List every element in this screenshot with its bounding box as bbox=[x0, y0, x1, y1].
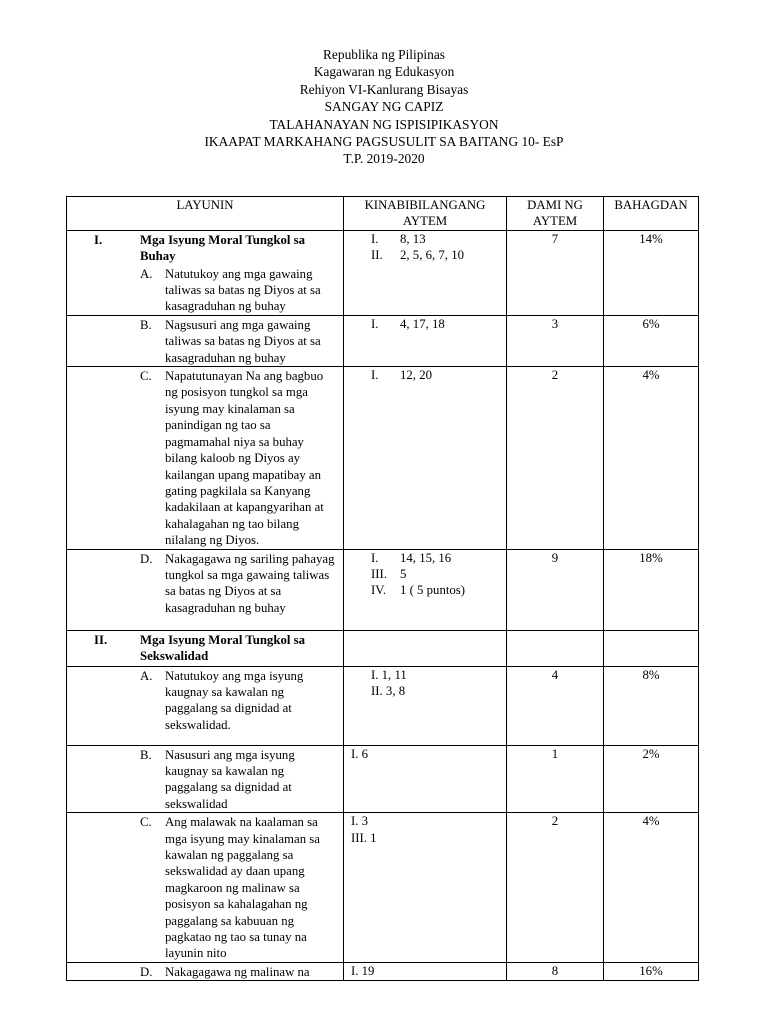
header-line-school-year: T.P. 2019-2020 bbox=[343, 151, 425, 167]
document-header bbox=[0, 46, 768, 168]
objective-letter: B. bbox=[140, 317, 152, 332]
kinabibilangang-cell bbox=[344, 315, 507, 366]
objective-text: Napatutunayan Na ang bagbuo ng posisyon tungkol sa mga isyung may kinalaman sa panindigan ng tao sa pagmamahal niya sa buhay bilang kaloob ng Diyos ay kailangan upang mapatibay an gating pagkilala sa Kanyang kadakilaan at kapangyarihan at kahalagahan ng tao bilang nilalang ng Diyos. bbox=[165, 369, 324, 548]
item-reference bbox=[351, 683, 506, 699]
header-line-exam: IKAAPAT MARKAHANG PAGSUSULIT SA BAITANG 10- EsP bbox=[204, 134, 564, 150]
kinabibilangang-cell bbox=[344, 813, 507, 963]
dami-cell: 4 bbox=[507, 666, 604, 745]
table-row bbox=[67, 630, 699, 666]
objective-text: Natutukoy ang mga isyung kaugnay sa kawalan ng paggalang sa dignidad at sekswalidad. bbox=[165, 668, 304, 732]
table-row bbox=[67, 962, 699, 980]
objective-text: Nagsusuri ang mga gawaing taliwas sa batas ng Diyos at sa kasagraduhan ng buhay bbox=[165, 317, 321, 365]
item-reference bbox=[351, 231, 506, 247]
item-numbers: 1 ( 5 puntos) bbox=[400, 583, 466, 598]
item-numbers: III. 1 bbox=[351, 830, 377, 845]
objective-letter: D. bbox=[140, 551, 153, 566]
dami-cell: 1 bbox=[507, 745, 604, 813]
bahagdan-cell: 14% bbox=[604, 230, 699, 315]
item-reference bbox=[351, 830, 506, 846]
objective-item bbox=[67, 265, 343, 315]
objective-cell bbox=[67, 745, 344, 813]
section-title: Mga Isyung Moral Tungkol sa Sekswalidad bbox=[140, 632, 305, 663]
objective-cell bbox=[67, 962, 344, 980]
table-row bbox=[67, 230, 699, 315]
specification-table bbox=[66, 196, 699, 981]
objective-cell bbox=[67, 230, 344, 315]
dami-cell: 2 bbox=[507, 367, 604, 549]
bahagdan-cell: 6% bbox=[604, 315, 699, 366]
objective-item bbox=[67, 367, 343, 548]
item-reference bbox=[351, 582, 506, 598]
item-numbers: I. 6 bbox=[351, 746, 369, 761]
objective-letter: C. bbox=[140, 369, 152, 384]
bahagdan-cell: 2% bbox=[604, 745, 699, 813]
objective-cell bbox=[67, 367, 344, 549]
kinabibilangang-cell bbox=[344, 962, 507, 980]
objective-item bbox=[67, 667, 343, 734]
objective-text: Nakagagawa ng sariling pahayag tungkol sa mga gawaing taliwas sa batas ng Diyos at sa kasagraduhan ng buhay bbox=[165, 551, 335, 615]
item-numbers: 14, 15, 16 bbox=[400, 550, 452, 565]
dami-cell: 7 bbox=[507, 230, 604, 315]
item-numbers: I. 19 bbox=[351, 963, 375, 978]
item-numbers: I. 3 bbox=[351, 814, 369, 829]
header-line-republic: Republika ng Pilipinas bbox=[323, 47, 445, 62]
test-part: II. bbox=[371, 248, 383, 263]
item-numbers: 5 bbox=[400, 566, 407, 581]
dami-cell bbox=[507, 630, 604, 666]
bahagdan-cell: 4% bbox=[604, 367, 699, 549]
objective-text: Natutukoy ang mga gawaing taliwas sa batas ng Diyos at sa kasagraduhan ng buhay bbox=[165, 266, 321, 314]
section-number: II. bbox=[94, 632, 108, 647]
bahagdan-cell: 16% bbox=[604, 962, 699, 980]
table-body bbox=[67, 230, 699, 980]
table-row bbox=[67, 315, 699, 366]
objective-item bbox=[67, 316, 343, 366]
item-reference bbox=[351, 963, 506, 979]
item-reference bbox=[351, 746, 506, 762]
objective-cell bbox=[67, 630, 344, 666]
objective-item bbox=[67, 746, 343, 813]
section-number: I. bbox=[94, 232, 103, 247]
test-part: I. bbox=[371, 368, 379, 383]
col-header-kinabibilangang: KINABIBILANGANG AYTEM bbox=[344, 197, 507, 231]
objective-cell bbox=[67, 666, 344, 745]
item-numbers: I. 1, 11 bbox=[371, 667, 407, 682]
col-header-bahagdan: BAHAGDAN bbox=[604, 197, 699, 231]
header-line-department: Kagawaran ng Edukasyon bbox=[313, 64, 455, 80]
objective-item bbox=[67, 963, 343, 980]
objective-item bbox=[67, 813, 343, 962]
kinabibilangang-cell bbox=[344, 666, 507, 745]
dami-cell: 2 bbox=[507, 813, 604, 963]
objective-text: Nakagagawa ng malinaw na bbox=[165, 964, 310, 979]
objective-letter: A. bbox=[140, 266, 153, 281]
table-row bbox=[67, 367, 699, 549]
dami-cell: 9 bbox=[507, 549, 604, 630]
item-reference bbox=[351, 316, 506, 332]
header-line-division: SANGAY NG CAPIZ bbox=[324, 99, 444, 115]
test-part: IV. bbox=[371, 583, 387, 598]
objective-text: Ang malawak na kaalaman sa mga isyung may kinalaman sa kawalan ng paggalang sa sekswalidad ay daan upang magkaroon ng malinaw sa posisyon sa kahalagahan ng paggalang sa kabuuan ng pagkatao ng tao sa tunay na layunin nito bbox=[165, 815, 320, 961]
objective-cell bbox=[67, 813, 344, 963]
objective-cell bbox=[67, 549, 344, 630]
objective-cell bbox=[67, 315, 344, 366]
table-row bbox=[67, 666, 699, 745]
header-line-doc-type: TALAHANAYAN NG ISPISIPIKASYON bbox=[269, 116, 499, 132]
bahagdan-cell: 18% bbox=[604, 549, 699, 630]
objective-text: Nasusuri ang mga isyung kaugnay sa kawalan ng paggalang sa dignidad at sekswalidad bbox=[165, 747, 295, 811]
item-numbers: 12, 20 bbox=[400, 368, 432, 383]
test-part: I. bbox=[371, 316, 379, 331]
section-title: Mga Isyung Moral Tungkol sa Buhay bbox=[140, 232, 305, 264]
kinabibilangang-cell bbox=[344, 549, 507, 630]
item-reference bbox=[351, 813, 506, 829]
item-reference bbox=[351, 566, 506, 582]
kinabibilangang-cell bbox=[344, 745, 507, 813]
test-part: I. bbox=[371, 550, 379, 565]
item-reference bbox=[351, 550, 506, 566]
item-reference bbox=[351, 667, 506, 683]
objective-letter: D. bbox=[140, 964, 153, 979]
col-header-dami: DAMI NG AYTEM bbox=[507, 197, 604, 231]
header-line-region: Rehiyon VI-Kanlurang Bisayas bbox=[299, 81, 469, 97]
bahagdan-cell: 8% bbox=[604, 666, 699, 745]
objective-letter: C. bbox=[140, 815, 152, 830]
item-numbers: 4, 17, 18 bbox=[400, 316, 445, 331]
test-part: III. bbox=[371, 566, 387, 581]
table-row bbox=[67, 813, 699, 963]
table-row bbox=[67, 745, 699, 813]
kinabibilangang-cell bbox=[344, 367, 507, 549]
table-row bbox=[67, 549, 699, 630]
item-numbers: II. 3, 8 bbox=[371, 683, 406, 698]
objective-letter: B. bbox=[140, 747, 152, 762]
objective-letter: A. bbox=[140, 668, 153, 683]
col-header-layunin: LAYUNIN bbox=[67, 197, 344, 231]
item-numbers: 8, 13 bbox=[400, 231, 426, 246]
dami-cell: 3 bbox=[507, 315, 604, 366]
item-reference bbox=[351, 367, 506, 383]
objective-item bbox=[67, 550, 343, 617]
bahagdan-cell: 4% bbox=[604, 813, 699, 963]
test-part: I. bbox=[371, 231, 379, 246]
kinabibilangang-cell bbox=[344, 630, 507, 666]
item-numbers: 2, 5, 6, 7, 10 bbox=[400, 248, 464, 263]
item-reference bbox=[351, 247, 506, 263]
kinabibilangang-cell bbox=[344, 230, 507, 315]
dami-cell: 8 bbox=[507, 962, 604, 980]
bahagdan-cell bbox=[604, 630, 699, 666]
